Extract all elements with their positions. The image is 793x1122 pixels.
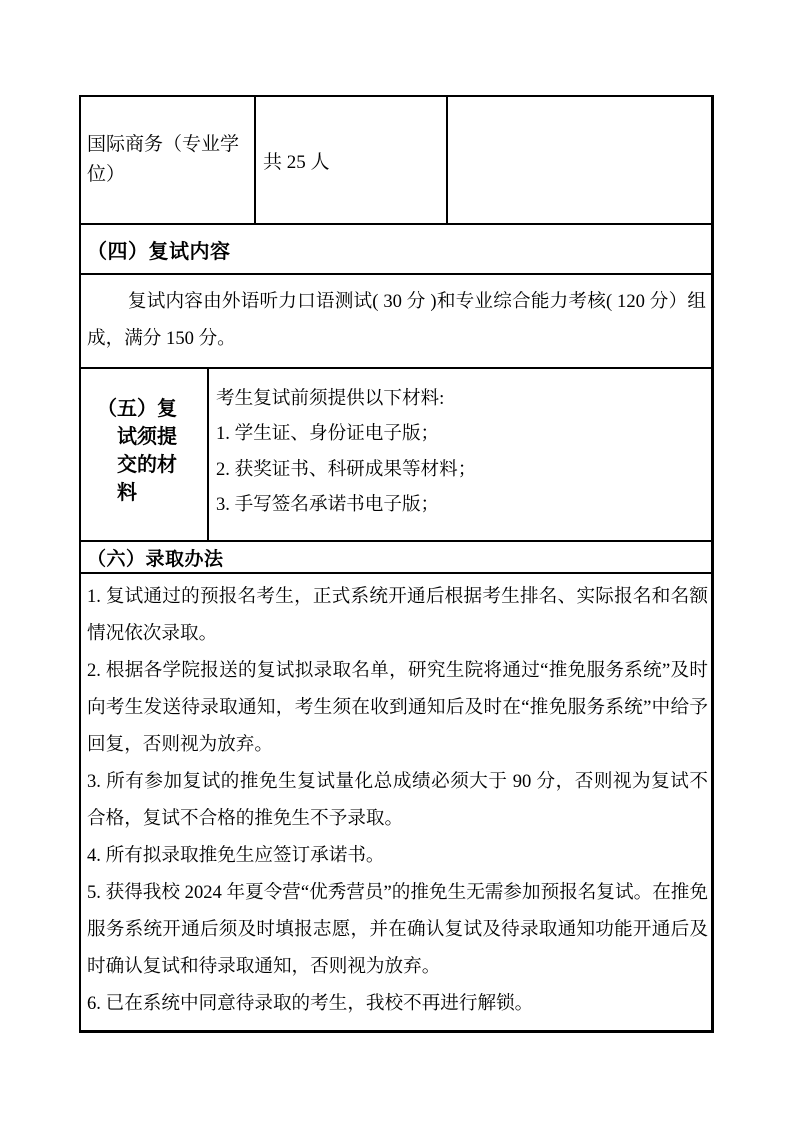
section6-rule-item: 4. 所有拟录取推免生应签订承诺书。	[87, 845, 385, 866]
section5-material-item: 2. 获奖证书、科研成果等材料；	[216, 458, 477, 480]
quota-count-cell	[254, 97, 446, 223]
quota-note-cell	[446, 97, 711, 223]
section5-material-list	[216, 416, 707, 523]
section6-rule-item: 5. 获得我校 2024 年夏令营“优秀营员”的推免生无需参加预报名复试。在推免服务系统开通后须及时填报志愿，并在确认复试及待录取通知功能开通后及时确认复试和待录取通知，否则视为放弃。	[87, 882, 708, 977]
section5-material-item: 3. 手写签名承诺书电子版；	[216, 494, 440, 515]
section5-material-item: 1. 学生证、身份证电子版；	[216, 423, 440, 444]
section6-header-row	[81, 540, 711, 572]
section6-body-row	[81, 572, 711, 1030]
quota-row	[81, 97, 711, 223]
admissions-table	[79, 95, 714, 1033]
section6-rule-item: 3. 所有参加复试的推免生复试量化总成绩必须大于 90 分，否则视为复试不合格，复试不合格的推免生不予录取。	[87, 771, 708, 829]
section6-title: （六）录取办法	[87, 548, 224, 570]
section5-intro: 考生复试前须提供以下材料:	[216, 388, 445, 409]
section4-header-row	[81, 223, 711, 273]
section5-title-line: （五）复	[97, 398, 177, 420]
quota-program-cell	[81, 97, 254, 223]
section6-rule-item: 6. 已在系统中同意待录取的考生，我校不再进行解锁。	[87, 993, 534, 1014]
section5-title-line: 交的材	[117, 454, 177, 476]
section5-title-line: 试须提	[117, 426, 177, 448]
section6-rule-item: 2. 根据各学院报送的复试拟录取名单，研究生院将通过“推免服务系统”及时向考生发送待录取通知，考生须在收到通知后及时在“推免服务系统”中给予回复，否则视为放弃。	[87, 660, 708, 755]
section5-content-cell	[207, 369, 711, 540]
section6-rule-item: 1. 复试通过的预报名考生，正式系统开通后根据考生排名、实际报名和名额情况依次录取。	[87, 586, 708, 644]
quota-count-text: 共 25 人	[263, 151, 330, 173]
section5-title-cell	[81, 369, 207, 540]
section4-body-text: 复试内容由外语听力口语测试( 30 分 )和专业综合能力考核( 120 分）组成，满分 150 分。	[87, 291, 706, 349]
section4-body-row	[81, 273, 711, 367]
quota-program-line: 国际商务（专业学	[87, 134, 240, 155]
section5-title-line: 料	[117, 482, 137, 504]
section5-row	[81, 367, 711, 540]
section4-title: （四）复试内容	[87, 240, 231, 263]
quota-program-line: 位）	[87, 164, 126, 185]
